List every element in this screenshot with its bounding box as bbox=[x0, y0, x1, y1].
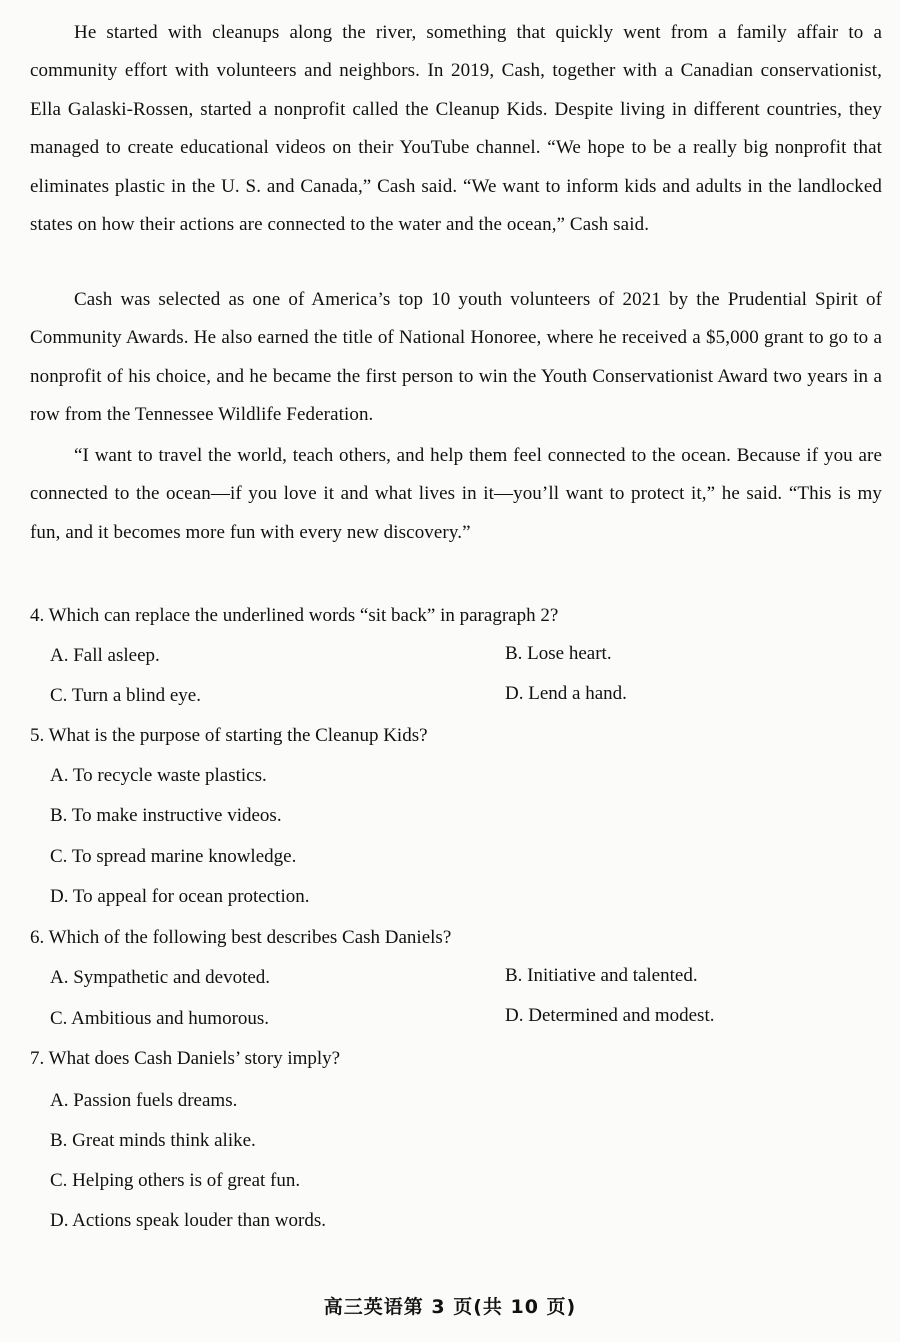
question-6-stem: 6. Which of the following best describes Cash Daniels? bbox=[30, 927, 452, 948]
question-4-option-b: B. Lose heart. bbox=[505, 643, 612, 664]
question-6-option-b: B. Initiative and talented. bbox=[505, 965, 698, 986]
question-5-option-b: B. To make instructive videos. bbox=[50, 805, 282, 826]
question-6-option-d: D. Determined and modest. bbox=[505, 1005, 715, 1026]
passage-paragraph-3: “I want to travel the world, teach others, and help them feel connected to the ocean. Because if you are connected to the ocean—if you love it and what lives in it—you’ll want to protect it,” he said. “This is my fun, and it becomes more fun with every new discovery.” bbox=[30, 445, 882, 543]
question-6-option-c: C. Ambitious and humorous. bbox=[50, 1008, 270, 1029]
question-5-option-a: A. To recycle waste plastics. bbox=[50, 765, 267, 786]
passage-paragraph-2: Cash was selected as one of America’s top 10 youth volunteers of 2021 by the Prudential Spirit of Community Awards. He also earned the title of National Honoree, where he received a $5,000 grant to go to a nonprofit of his choice, and he became the first person to win the Youth Conservationist Award two years in a row from the Tennessee Wildlife Federation. bbox=[30, 289, 882, 426]
question-5-stem: 5. What is the purpose of starting the Cleanup Kids? bbox=[30, 725, 428, 746]
passage-paragraph-1: He started with cleanups along the river, something that quickly went from a family affair to a community effort with volunteers and neighbors. In 2019, Cash, together with a Canadian conservationist, Ella Galaski-Rossen, started a nonprofit called the Cleanup Kids. Despite living in different countries, they managed to create educational videos on their YouTube channel. “We hope to be a really big nonprofit that eliminates plastic in the U. S. and Canada,” Cash said. “We want to inform kids and adults in the landlocked states on how their actions are connected to the water and the ocean,” Cash said. bbox=[30, 22, 882, 236]
question-4-option-d: D. Lend a hand. bbox=[505, 683, 627, 704]
question-7-stem: 7. What does Cash Daniels’ story imply? bbox=[30, 1048, 341, 1069]
question-6-option-a: A. Sympathetic and devoted. bbox=[50, 967, 271, 988]
question-5-option-c: C. To spread marine knowledge. bbox=[50, 846, 297, 867]
question-4-option-c: C. Turn a blind eye. bbox=[50, 685, 201, 706]
question-5-option-d: D. To appeal for ocean protection. bbox=[50, 886, 310, 907]
question-7-option-c: C. Helping others is of great fun. bbox=[50, 1170, 301, 1191]
question-4-stem: 4. Which can replace the underlined words “sit back” in paragraph 2? bbox=[30, 605, 559, 626]
question-7-option-b: B. Great minds think alike. bbox=[50, 1130, 256, 1151]
question-7-option-a: A. Passion fuels dreams. bbox=[50, 1090, 238, 1111]
question-7-option-d: D. Actions speak louder than words. bbox=[50, 1210, 326, 1231]
question-4-option-a: A. Fall asleep. bbox=[50, 645, 160, 666]
page-footer: 高三英语第 3 页(共 10 页) bbox=[323, 1296, 577, 1318]
